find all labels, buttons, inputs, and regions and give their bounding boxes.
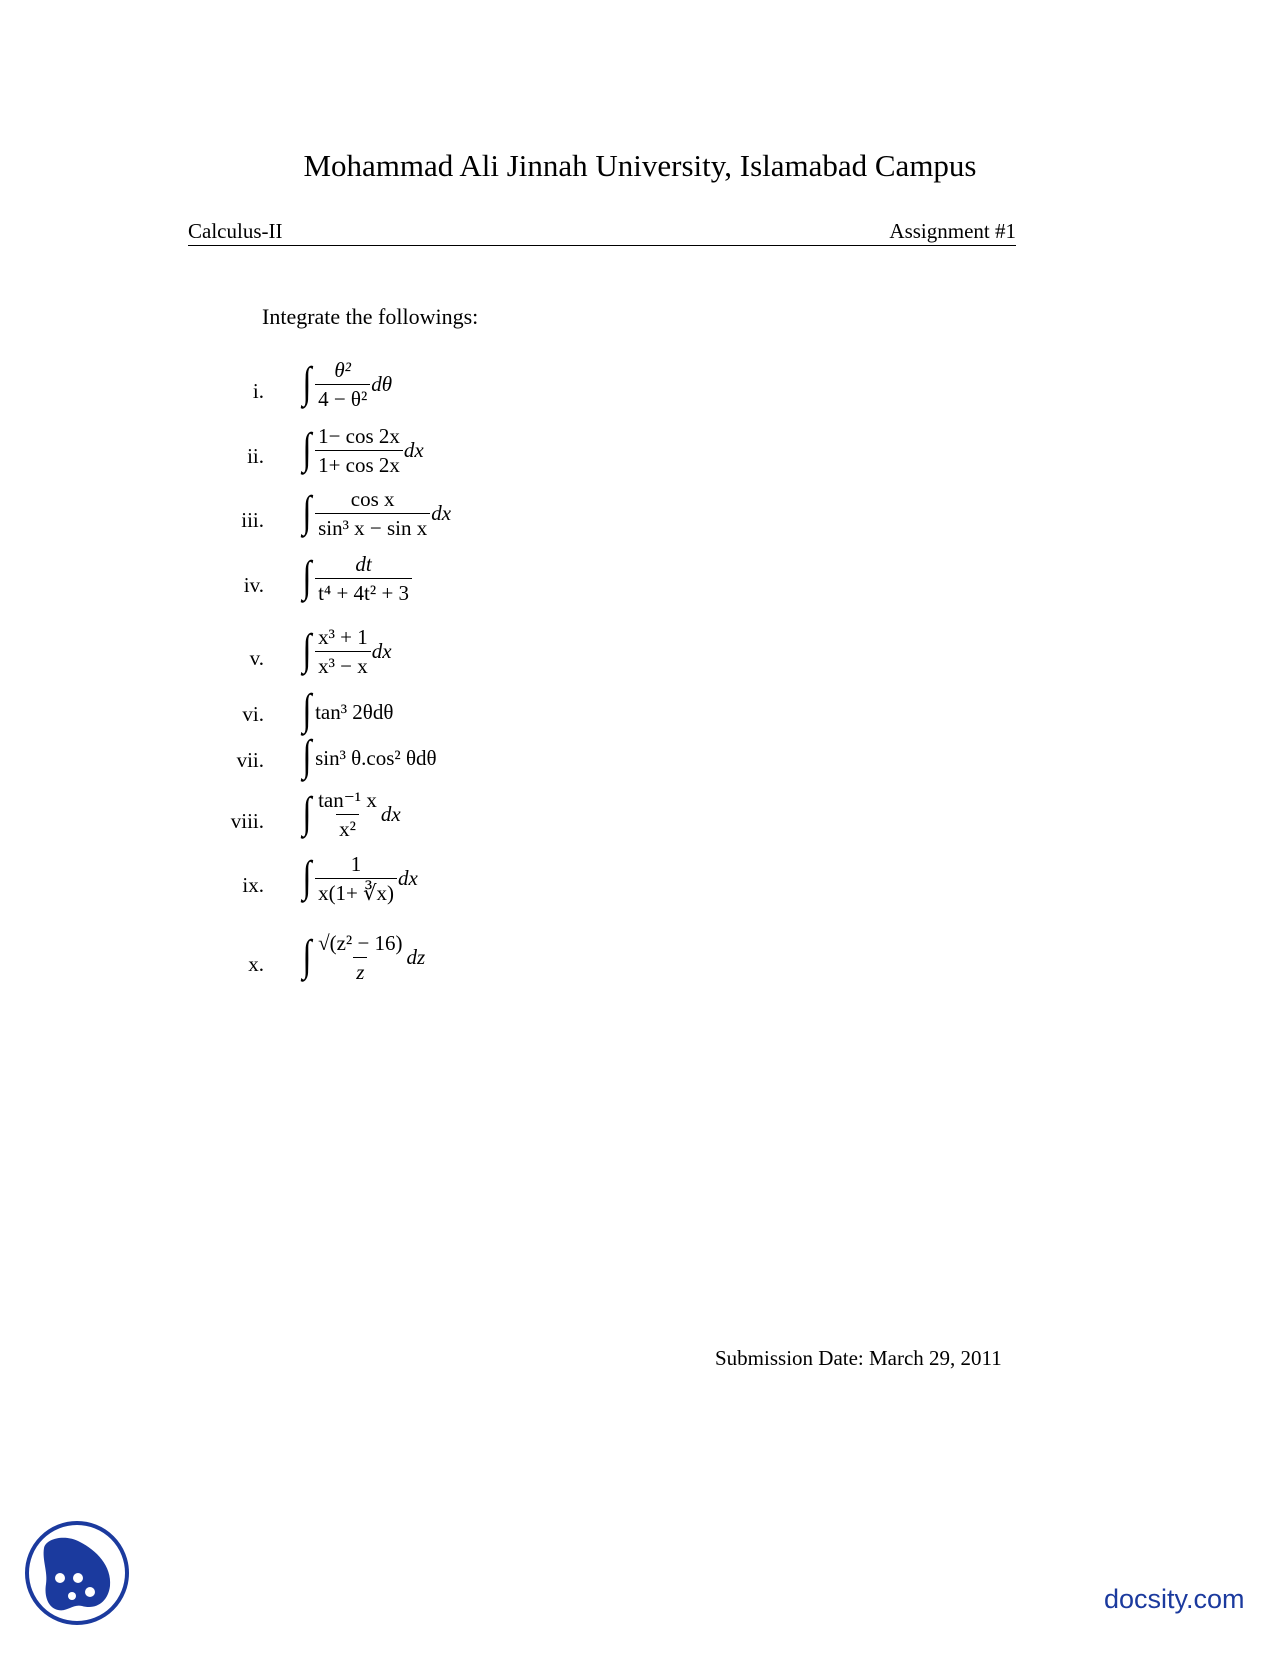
denominator: x(1+ ∛x): [315, 878, 397, 905]
integral-sign: ∫: [302, 851, 312, 901]
university-title: Mohammad Ali Jinnah University, Islamabad Campus: [303, 148, 977, 183]
problem-expression: [301, 552, 413, 605]
instruction: Integrate the followings:: [262, 304, 479, 329]
course-header-line: [188, 219, 1016, 246]
problem-numeral: vi.: [242, 702, 264, 726]
problem-numeral: ix.: [242, 873, 264, 897]
differential: dx: [371, 639, 392, 664]
problem-numeral: i.: [252, 379, 264, 403]
denominator: sin³ x − sin x: [315, 513, 430, 540]
problem-expression: [301, 788, 401, 841]
numerator: θ²: [334, 358, 351, 382]
integral-sign: ∫: [302, 423, 312, 473]
numerator: √(z² − 16): [318, 931, 403, 955]
docsity-logo-icon[interactable]: [24, 1520, 130, 1626]
denominator: t⁴ + 4t² + 3: [315, 578, 412, 605]
integral-sign: ∫: [302, 357, 312, 407]
problem-numeral: viii.: [230, 809, 264, 833]
problem-expression: [301, 625, 392, 678]
denominator: x³ − x: [315, 651, 371, 678]
integral-sign: ∫: [302, 624, 312, 674]
problem-numeral: iv.: [243, 573, 264, 597]
numerator: x³ + 1: [318, 625, 368, 649]
denominator: x²: [336, 814, 359, 841]
docsity-link[interactable]: docsity.com: [1104, 1584, 1245, 1614]
integral-sign: ∫: [302, 731, 312, 780]
docsity-logo-graphic: [24, 1520, 130, 1626]
numerator: 1− cos 2x: [318, 424, 400, 448]
differential: dx: [398, 866, 418, 891]
integral-sign: ∫: [302, 685, 312, 734]
fraction: [315, 358, 370, 411]
integrand: sin³ θ.cos² θdθ: [315, 745, 437, 770]
integrand: tan³ 2θdθ: [315, 699, 394, 724]
problem-expression: [301, 487, 451, 540]
problem-expression: [301, 731, 437, 780]
problem-numeral: x.: [248, 952, 264, 976]
differential: dx: [403, 438, 424, 463]
denominator: 4 − θ²: [315, 384, 370, 411]
numerator: dt: [355, 552, 372, 576]
problem-numeral: iii.: [241, 508, 264, 532]
denominator: z: [353, 957, 367, 984]
problem-expression: [301, 852, 418, 905]
differential: dz: [406, 945, 426, 970]
fraction: [315, 552, 412, 605]
differential: dx: [380, 802, 401, 827]
denominator: 1+ cos 2x: [315, 450, 403, 477]
problem-expression: [301, 931, 425, 984]
numerator: 1: [350, 852, 362, 876]
fraction: [315, 931, 405, 984]
problem-expression: [301, 358, 392, 411]
numerator: cos x: [350, 487, 395, 511]
integral-sign: ∫: [302, 551, 312, 601]
problem-numeral: vii.: [236, 748, 264, 772]
fraction: [315, 487, 430, 540]
course-name: Calculus-II: [188, 219, 283, 243]
integral-sign: ∫: [302, 930, 312, 980]
fraction: [315, 788, 380, 841]
submission-date: Submission Date: March 29, 2011: [715, 1346, 1002, 1370]
integral-sign: ∫: [302, 486, 312, 536]
numerator: tan⁻¹ x: [318, 788, 377, 812]
problem-numeral: v.: [249, 646, 264, 670]
fraction: [315, 424, 403, 477]
assignment-number: Assignment #1: [889, 219, 1016, 243]
problem-expression: [301, 424, 424, 477]
differential: dθ: [371, 372, 393, 397]
problem-numeral: ii.: [247, 444, 264, 468]
fraction: [315, 625, 371, 678]
fraction: [315, 852, 397, 905]
integral-sign: ∫: [302, 787, 312, 837]
problem-expression: [301, 685, 394, 734]
differential: dx: [431, 501, 452, 526]
